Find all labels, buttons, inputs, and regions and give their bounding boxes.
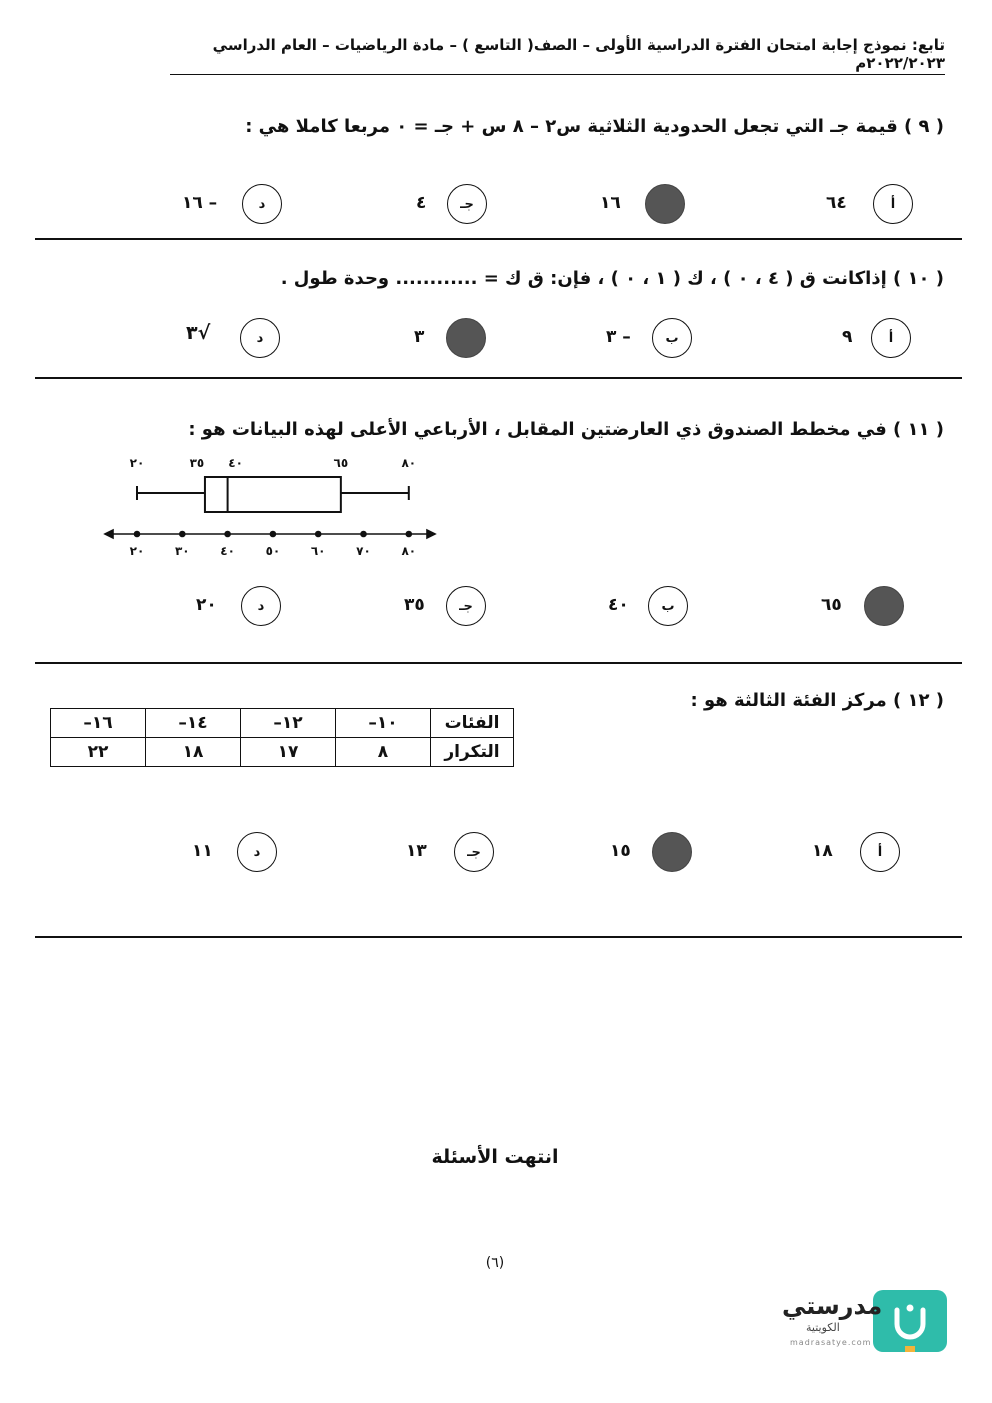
box-plot-label: ٦٥ [333, 456, 349, 470]
axis-tick-label: ٤٠ [220, 544, 235, 558]
q11-option-c[interactable]: جـ [446, 586, 486, 626]
q12-option-c-value: ١٣ [406, 841, 427, 861]
axis-arrow-left [105, 530, 113, 538]
end-of-questions: انتهت الأسئلة [431, 1146, 559, 1168]
axis-tick-label: ٣٠ [174, 544, 190, 558]
q11-option-b[interactable]: ب [648, 586, 688, 626]
table-row [51, 709, 514, 738]
table-cell: ١٨ [146, 738, 241, 767]
q10-option-d-value: √٣ [186, 322, 211, 344]
table-header-classes: الفئات [431, 709, 514, 738]
logo-url: madrasatye.com [790, 1338, 872, 1347]
logo-name: مدرستي [782, 1292, 883, 1320]
q9-option-c[interactable]: جـ [447, 184, 487, 224]
question-11-options [0, 586, 992, 626]
question-10-options [0, 318, 992, 358]
q12-option-a-value: ١٨ [812, 841, 833, 861]
q12-option-b-selected[interactable] [652, 832, 692, 872]
q9-option-d-value: – ١٦ [182, 193, 218, 213]
q10-option-a[interactable]: أ [871, 318, 911, 358]
axis-tick-dot [316, 532, 321, 537]
page-header: تابع: نموذج إجابة امتحان الفترة الدراسية الأولى – الصف( التاسع ) – مادة الرياضيات – العام الدراسي ٢٠٢٢/٢٠٢٣م [170, 36, 945, 75]
q12-option-a[interactable]: أ [860, 832, 900, 872]
frequency-table [50, 708, 514, 767]
axis-tick-label: ٢٠ [129, 544, 145, 558]
divider [35, 662, 962, 664]
q12-option-c[interactable]: جـ [454, 832, 494, 872]
divider [35, 936, 962, 938]
axis-tick-label: ٥٠ [265, 544, 281, 558]
axis-tick-label: ٦٠ [310, 544, 326, 558]
question-9-options [0, 184, 992, 224]
iqr-box [205, 477, 341, 512]
axis-tick-dot [270, 532, 275, 537]
axis-tick-label: ٧٠ [356, 544, 371, 558]
q11-option-a-value: ٦٥ [821, 595, 842, 615]
table-cell: ١٤– [146, 709, 241, 738]
q11-option-d-value: ٢٠ [196, 595, 217, 615]
axis-tick-dot [361, 532, 366, 537]
box-plot-label: ٨٠ [401, 456, 417, 470]
q10-option-c-selected[interactable] [446, 318, 486, 358]
q12-option-d[interactable]: د [237, 832, 277, 872]
madrasati-logo-icon [873, 1290, 947, 1352]
number-line-axis [105, 530, 435, 538]
q9-option-c-value: ٤ [416, 193, 427, 213]
table-cell: ١٦– [51, 709, 146, 738]
question-12-options [0, 832, 992, 872]
q9-option-b-value: ١٦ [600, 193, 621, 213]
box-plot [95, 450, 445, 565]
q9-option-a[interactable]: أ [873, 184, 913, 224]
q9-option-a-value: ٦٤ [826, 193, 847, 213]
q12-option-d-value: ١١ [192, 841, 213, 861]
axis-tick-dot [135, 532, 140, 537]
axis-tick-dot [225, 532, 230, 537]
logo-subtitle: الكويتية [806, 1321, 840, 1334]
q10-option-b[interactable]: ب [652, 318, 692, 358]
q11-option-b-value: ٤٠ [608, 595, 629, 615]
axis-tick-dot [180, 532, 185, 537]
page-number: (٦) [485, 1255, 505, 1271]
box-plot-label: ٢٠ [129, 456, 145, 470]
q9-option-d[interactable]: د [242, 184, 282, 224]
q11-option-d[interactable]: د [241, 586, 281, 626]
q9-option-b-selected[interactable] [645, 184, 685, 224]
table-cell: ١٠– [336, 709, 431, 738]
table-cell: ١٧ [241, 738, 336, 767]
q11-option-a-selected[interactable] [864, 586, 904, 626]
divider [35, 377, 962, 379]
question-11-text: ( ١١ ) في مخطط الصندوق ذي العارضتين المقابل ، الأرباعي الأعلى لهذه البيانات هو : [188, 419, 944, 440]
table-cell: ١٢– [241, 709, 336, 738]
question-9-text: ( ٩ ) قيمة جـ التي تجعل الحدودية الثلاثية س٢ – ٨ س + جـ = ٠ مربعا كاملا هي : [245, 116, 944, 137]
box-plot-label: ٤٠ [228, 456, 243, 470]
q10-option-d[interactable]: د [240, 318, 280, 358]
table-header-frequency: التكرار [431, 738, 514, 767]
box-plot-label: ٣٥ [189, 456, 205, 470]
q10-option-c-value: ٣ [414, 327, 425, 347]
question-12-text: ( ١٢ ) مركز الفئة الثالثة هو : [690, 690, 944, 711]
axis-tick-dot [406, 532, 411, 537]
q12-option-b-value: ١٥ [610, 841, 631, 861]
q10-option-a-value: ٩ [842, 327, 853, 347]
divider [35, 238, 962, 240]
table-cell: ٨ [336, 738, 431, 767]
axis-tick-label: ٨٠ [401, 544, 417, 558]
table-cell: ٢٢ [51, 738, 146, 767]
axis-arrow-right [427, 530, 435, 538]
box-plot-value-labels [130, 456, 416, 470]
q10-option-b-value: – ٣ [606, 327, 631, 347]
table-row [51, 738, 514, 767]
q11-option-c-value: ٣٥ [404, 595, 425, 615]
question-10-text: ( ١٠ ) إذاكانت ق ( ٤ ، ٠ ) ، ك ( ١ ، ٠ ) ، فإن: ق ك = ............ وحدة طول . [280, 268, 944, 289]
box-plot-shape [137, 477, 409, 512]
number-line-tick-labels [130, 544, 416, 558]
